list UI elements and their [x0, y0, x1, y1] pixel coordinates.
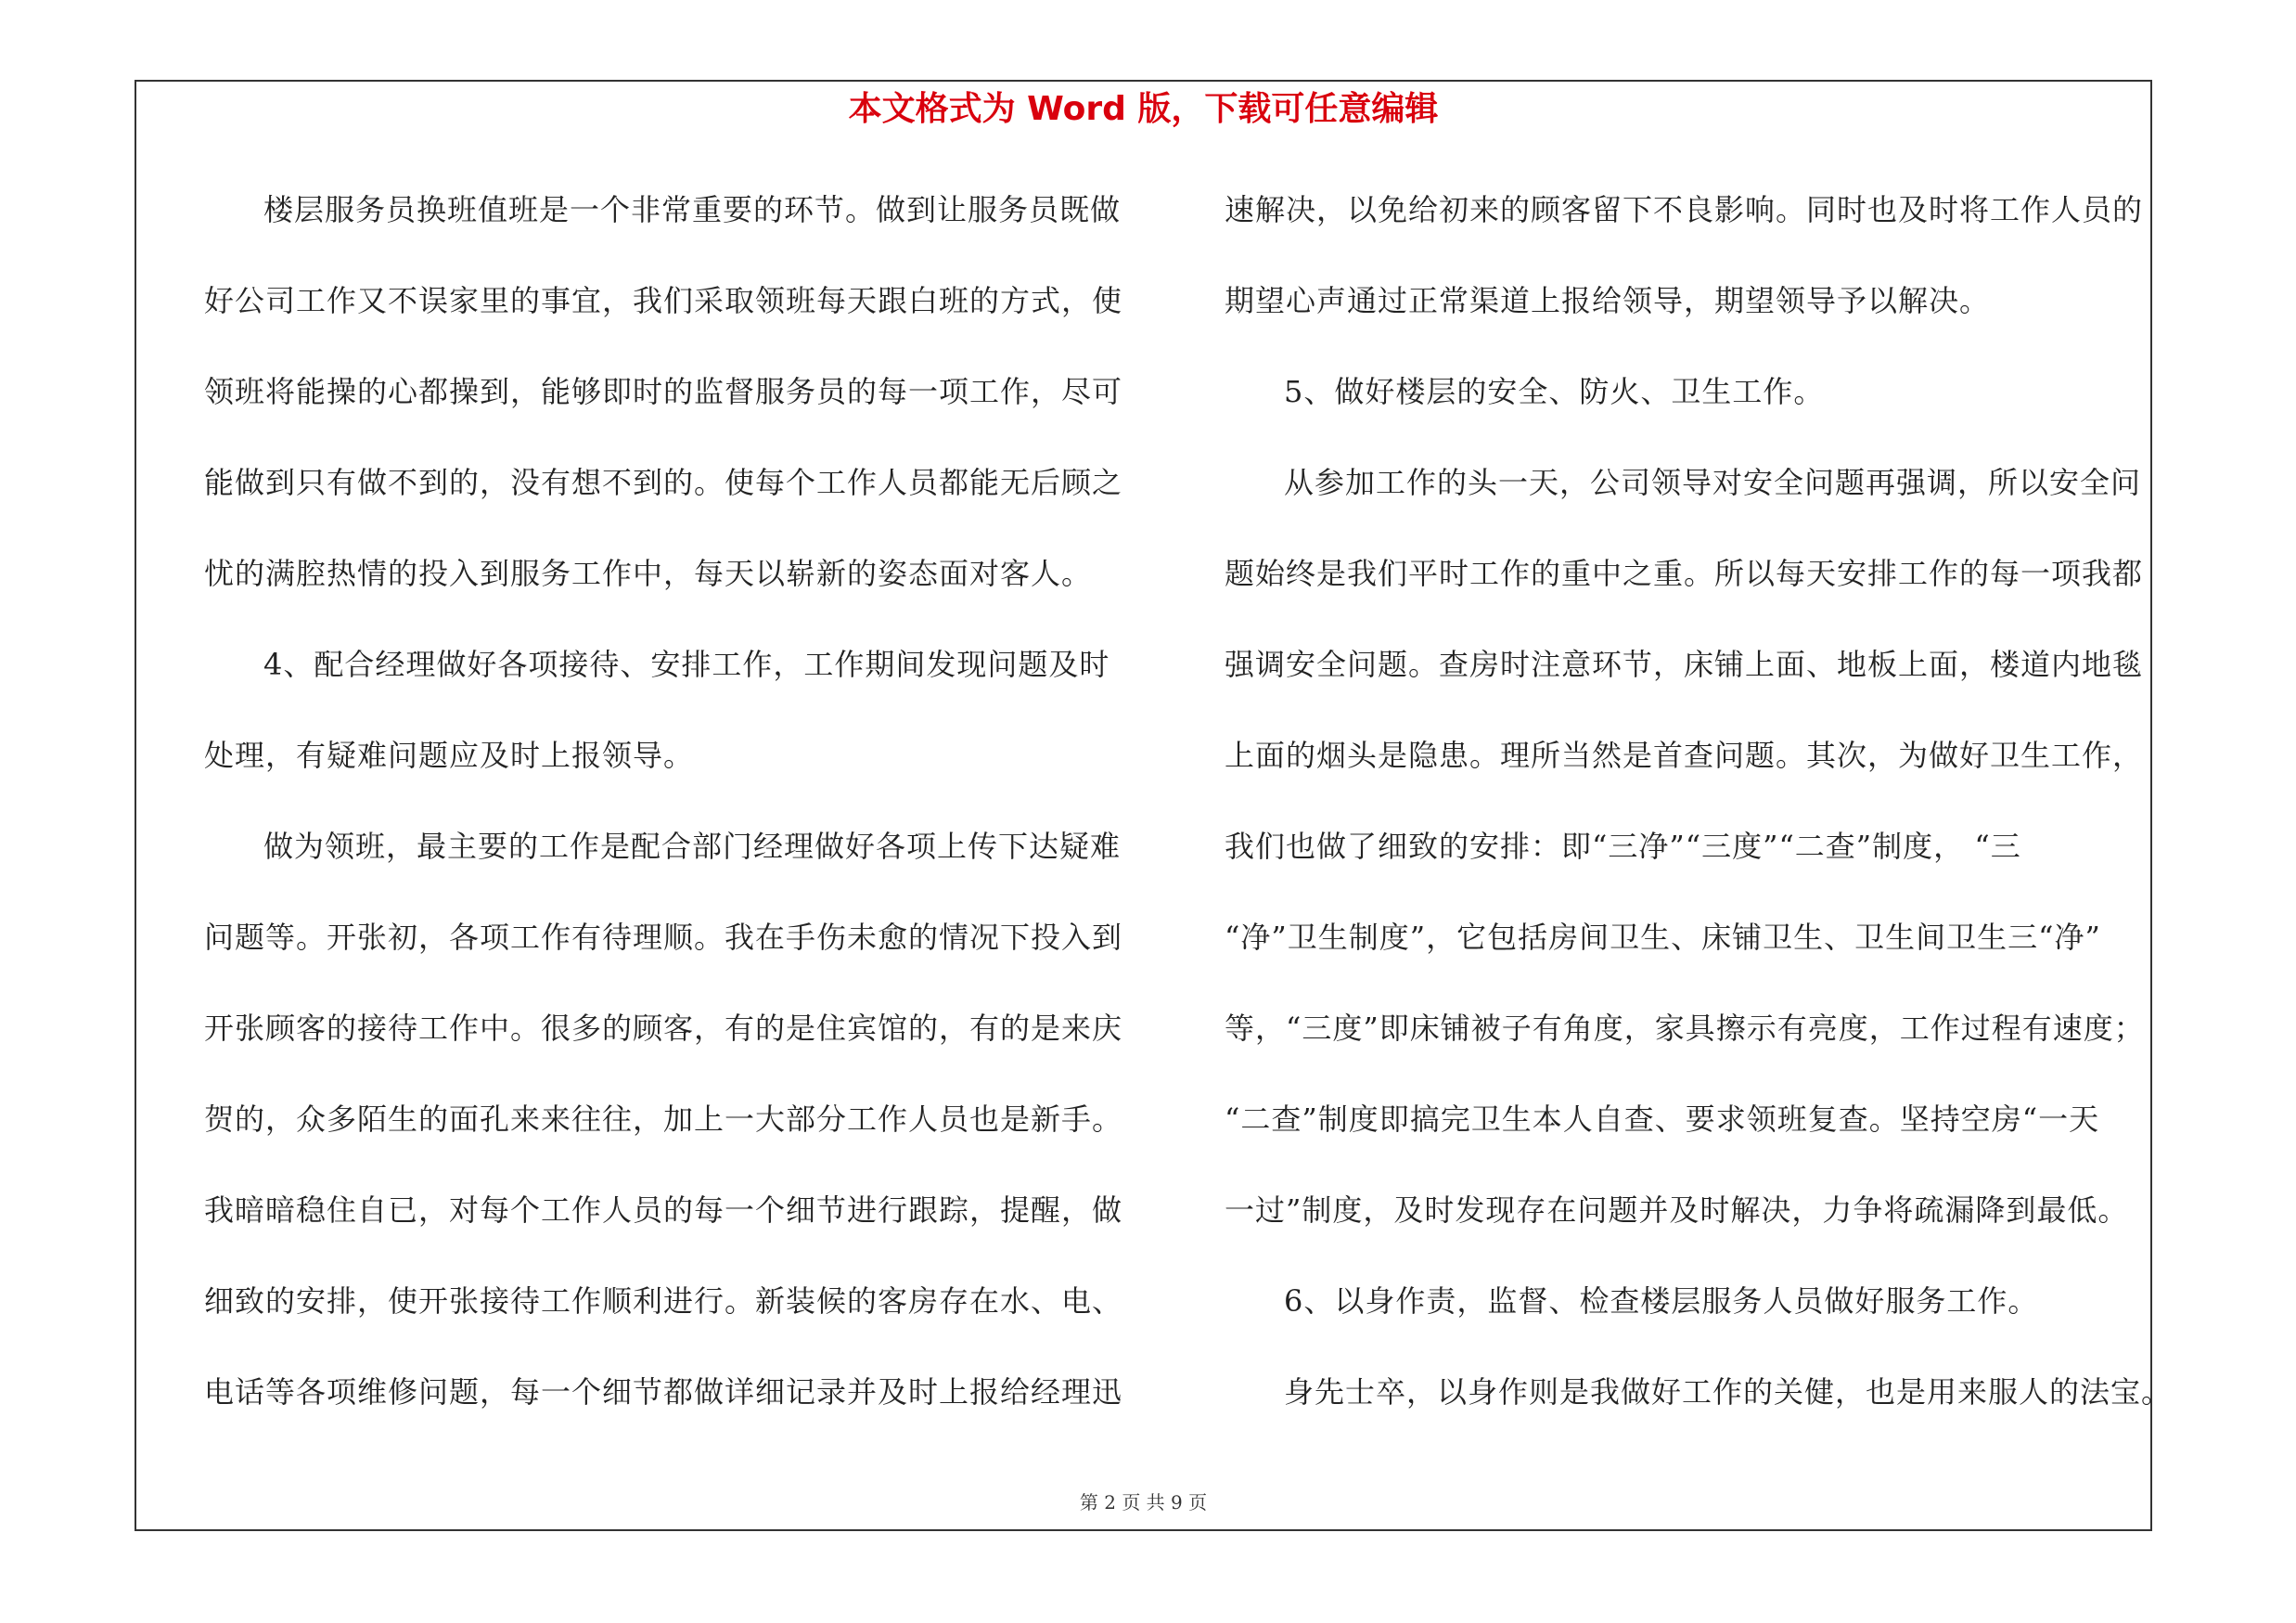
- text-line: 从参加工作的头一天，公司领导对安全问题再强调，所以安全问: [1284, 465, 2142, 500]
- text-line: 强调安全问题。查房时注意环节，床铺上面、地板上面，楼道内地毯: [1225, 647, 2144, 682]
- text-line: 5、做好楼层的安全、防火、卫生工作。: [1284, 374, 1825, 409]
- text-line: “净”卫生制度”，它包括房间卫生、床铺卫生、卫生间卫生三“净”: [1225, 920, 2101, 955]
- left-text-column: [204, 182, 1141, 1455]
- text-line: “二查”制度即搞完卫生本人自查、要求领班复查。坚持空房“一天: [1225, 1101, 2100, 1137]
- text-line: 题始终是我们平时工作的重中之重。所以每天安排工作的每一项我都: [1225, 556, 2144, 591]
- text-line: 我暗暗稳住自已，对每个工作人员的每一个细节进行跟踪，提醒，做: [204, 1192, 1123, 1228]
- text-line: 身先士卒，以身作则是我做好工作的关健，也是用来服人的法宝。: [1284, 1374, 2173, 1410]
- text-line: 6、以身作责，监督、检查楼层服务人员做好服务工作。: [1284, 1283, 2039, 1319]
- text-line: 能做到只有做不到的，没有想不到的。使每个工作人员都能无后顾之: [204, 465, 1123, 500]
- text-line: 楼层服务员换班值班是一个非常重要的环节。做到让服务员既做: [263, 192, 1122, 227]
- text-line: 电话等各项维修问题，每一个细节都做详细记录并及时上报给经理迅: [204, 1374, 1123, 1410]
- text-line: 速解决，以免给初来的顾客留下不良影响。同时也及时将工作人员的: [1225, 192, 2144, 227]
- text-line: 做为领班，最主要的工作是配合部门经理做好各项上传下达疑难: [263, 829, 1122, 864]
- text-line: 忧的满腔热情的投入到服务工作中，每天以崭新的姿态面对客人。: [204, 556, 1093, 591]
- text-line: 贺的，众多陌生的面孔来来往往，加上一大部分工作人员也是新手。: [204, 1101, 1123, 1137]
- text-line: 好公司工作又不误家里的事宜，我们采取领班每天跟白班的方式，使: [204, 283, 1123, 318]
- text-line: 问题等。开张初，各项工作有待理顺。我在手伤未愈的情况下投入到: [204, 920, 1123, 955]
- page-number-footer: 第 2 页 共 9 页: [1079, 1491, 1208, 1514]
- text-line: 领班将能操的心都操到，能够即时的监督服务员的每一项工作，尽可: [204, 374, 1123, 409]
- text-line: 一过”制度，及时发现存在问题并及时解决，力争将疏漏降到最低。: [1225, 1192, 2129, 1228]
- right-text-column: [1225, 182, 2173, 1455]
- text-line: 我们也做了细致的安排：即“三净”“三度”“二查”制度， “三: [1225, 829, 2021, 864]
- format-note-header: 本文格式为 Word 版，下载可任意编辑: [848, 90, 1439, 128]
- text-line: 等，“三度”即床铺被子有角度，家具擦示有亮度，工作过程有速度；: [1225, 1011, 2145, 1046]
- text-line: 处理，有疑难问题应及时上报领导。: [204, 738, 695, 773]
- text-line: 细致的安排，使开张接待工作顺利进行。新装候的客房存在水、电、: [204, 1283, 1123, 1319]
- text-line: 上面的烟头是隐患。理所当然是首查问题。其次，为做好卫生工作，: [1225, 738, 2144, 773]
- text-line: 开张顾客的接待工作中。很多的顾客，有的是住宾馆的，有的是来庆: [204, 1011, 1123, 1046]
- text-line: 期望心声通过正常渠道上报给领导，期望领导予以解决。: [1225, 283, 1991, 318]
- text-line: 4、配合经理做好各项接待、安排工作，工作期间发现问题及时: [263, 647, 1110, 682]
